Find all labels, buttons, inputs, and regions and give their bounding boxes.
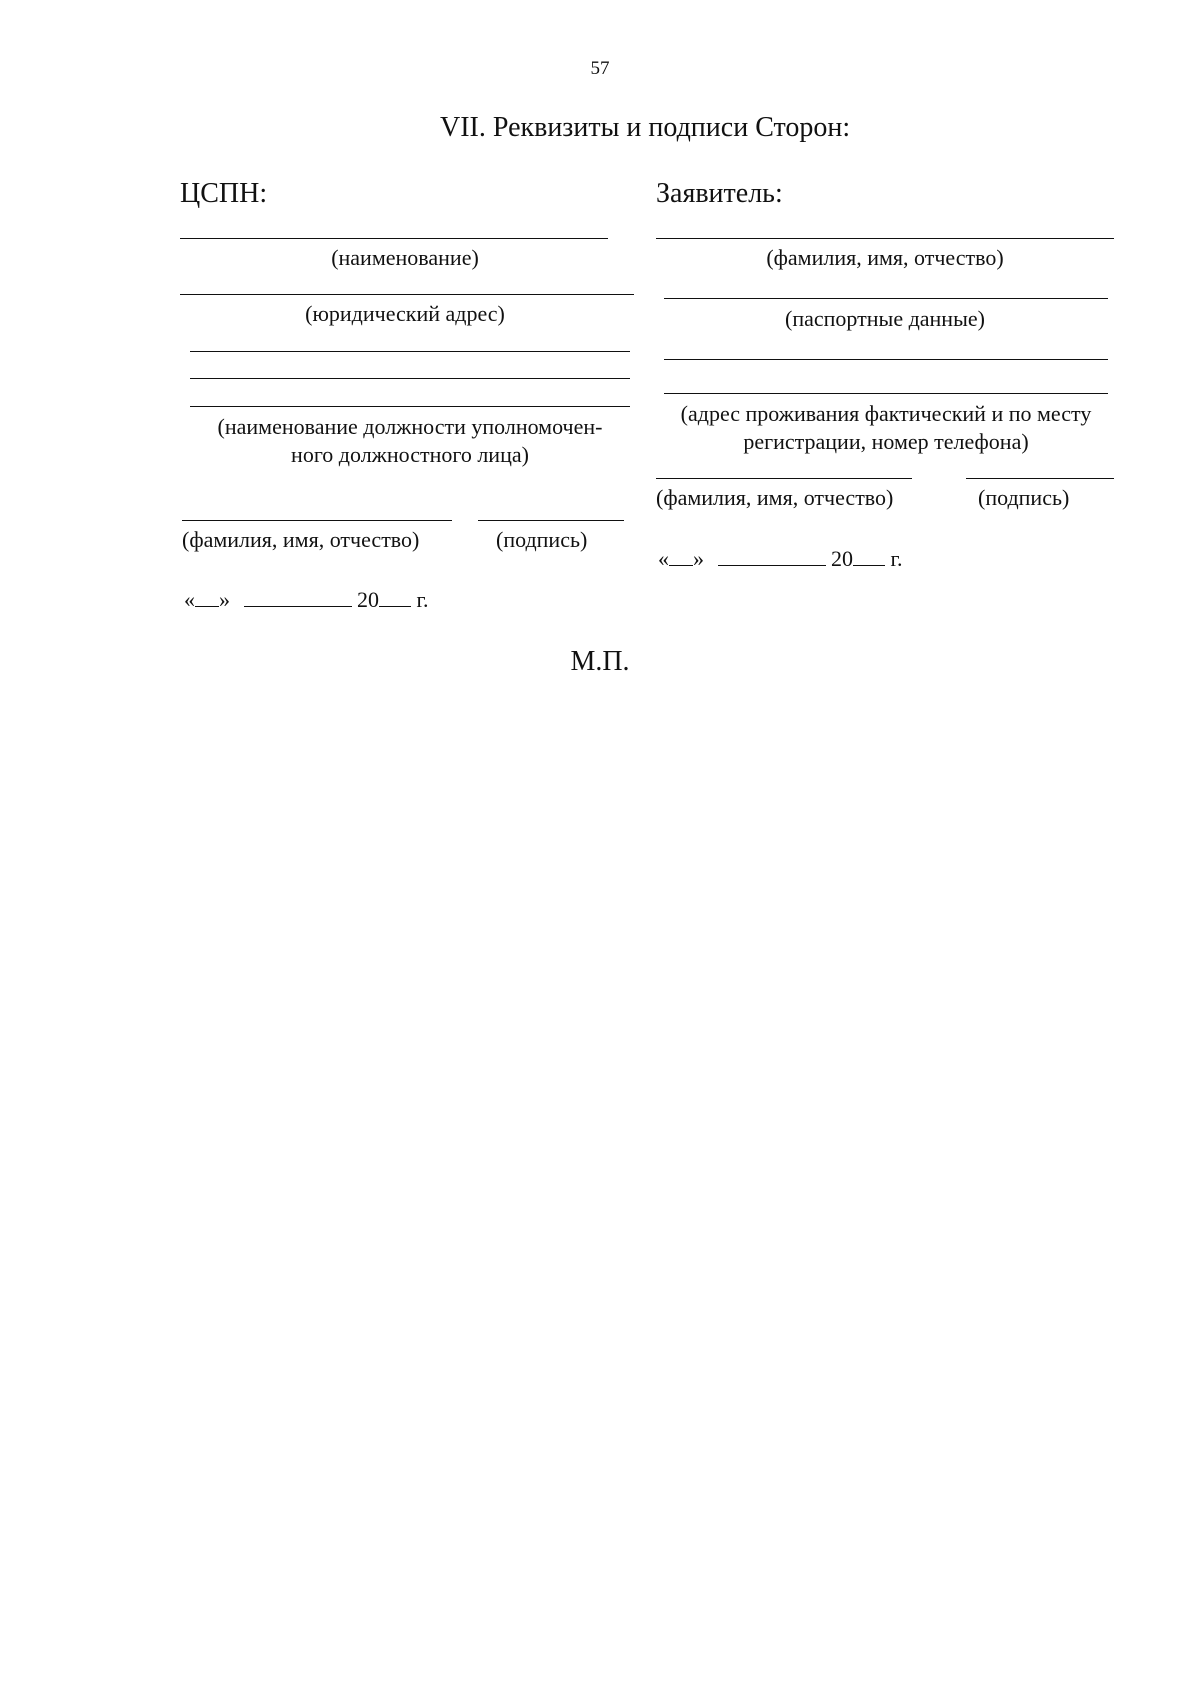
right-date-day-blank [669, 547, 693, 566]
left-address-line-2 [190, 351, 630, 352]
left-position-caption-1: (наименование должности уполномочен- [217, 414, 603, 439]
left-date-year-suffix: г. [416, 587, 429, 612]
left-date-month-blank [244, 588, 352, 607]
right-address-line [664, 393, 1108, 394]
section-title: VII. Реквизиты и подписи Сторон: [440, 112, 851, 143]
right-passport-line [664, 298, 1108, 299]
stamp-label: М.П. [570, 646, 630, 677]
page-number: 57 [590, 58, 610, 79]
left-name-line [180, 238, 608, 239]
left-address-line [180, 294, 634, 295]
right-date-line [658, 546, 903, 572]
left-date-line [184, 587, 429, 613]
right-fio-sign-caption: (фамилия, имя, отчество) [656, 485, 894, 510]
right-fio-line [656, 238, 1114, 239]
right-passport-caption: (паспортные данные) [785, 306, 985, 331]
left-signature-caption: (подпись) [496, 527, 588, 552]
left-name-caption: (наименование) [331, 245, 479, 270]
left-position-caption-2: ного должностного лица) [291, 442, 529, 467]
right-fio-sign-line [656, 478, 912, 479]
right-date-close-quote: » [693, 546, 704, 571]
left-date-close-quote: » [219, 587, 230, 612]
right-date-year-suffix: г. [890, 546, 903, 571]
left-signature-line [478, 520, 624, 521]
left-fio-line [182, 520, 452, 521]
left-date-open-quote: « [184, 587, 195, 612]
left-party-title: ЦСПН: [180, 178, 268, 209]
right-signature-line [966, 478, 1114, 479]
left-date-year-blank [379, 588, 411, 607]
right-passport-line-2 [664, 359, 1108, 360]
right-fio-caption: (фамилия, имя, отчество) [766, 245, 1004, 270]
left-fio-caption: (фамилия, имя, отчество) [182, 527, 420, 552]
left-position-line [190, 406, 630, 407]
right-date-month-blank [718, 547, 826, 566]
left-address-line-3 [190, 378, 630, 379]
right-address-caption-1: (адрес проживания фактический и по месту [680, 401, 1092, 426]
left-date-day-blank [195, 588, 219, 607]
right-signature-caption: (подпись) [978, 485, 1070, 510]
right-party-title: Заявитель: [656, 178, 783, 209]
right-date-open-quote: « [658, 546, 669, 571]
right-date-year-prefix: 20 [831, 546, 853, 571]
left-address-caption: (юридический адрес) [305, 301, 505, 326]
right-address-caption-2: регистрации, номер телефона) [743, 429, 1029, 454]
left-date-year-prefix: 20 [357, 587, 379, 612]
right-date-year-blank [853, 547, 885, 566]
